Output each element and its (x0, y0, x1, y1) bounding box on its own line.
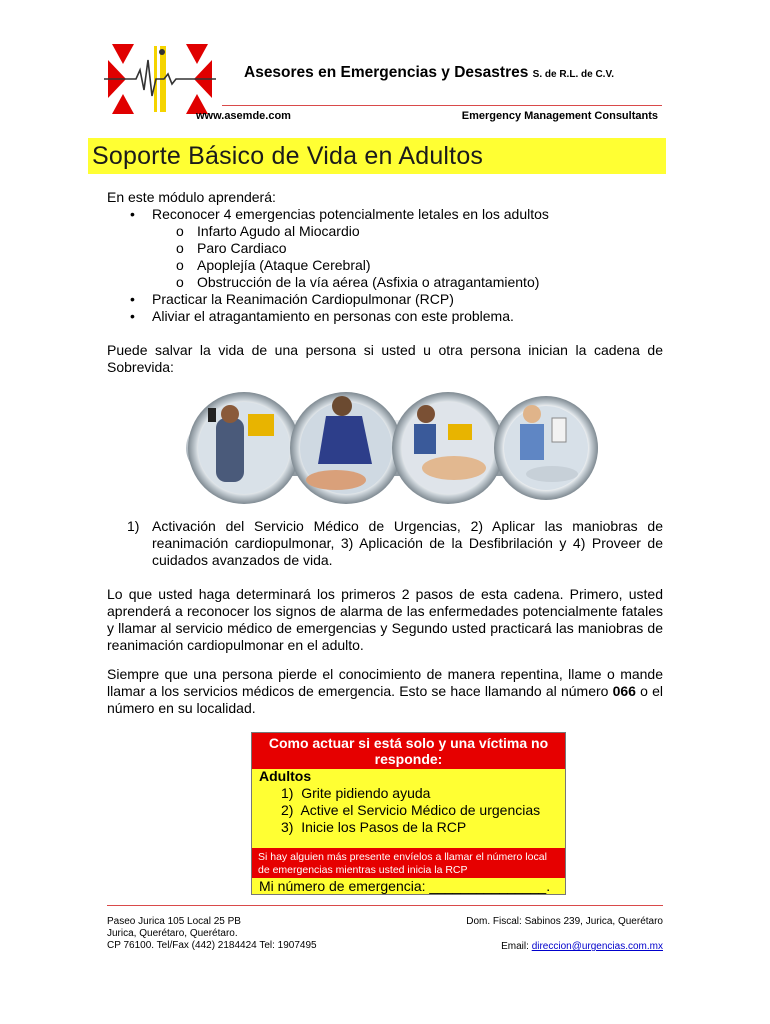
company-suffix: S. de R.L. de C.V. (532, 69, 614, 80)
sub-item-1: Infarto Agudo al Miocardio (197, 223, 360, 239)
paragraph-emergency-call (107, 666, 663, 717)
email-link[interactable]: direccion@urgencias.com.mx (531, 941, 663, 952)
address-line-3: CP 76100. Tel/Fax (442) 2184424 Tel: 1907495 (107, 940, 317, 951)
steps-text: Activación del Servicio Médico de Urgencias, 2) Aplicar las maniobras de reanimación cardiopulmonar, 3) Aplicación de la Desfibrilación y 4) Proveer de cuidados avanzados de vida. (152, 518, 663, 568)
emergency-step (281, 785, 430, 801)
sub-item-4: Obstrucción de la vía aérea (Asfixia o atragantamiento) (197, 274, 540, 290)
emergency-step (281, 819, 466, 835)
footer-email (501, 941, 663, 953)
emergency-box-subheading: Adultos (259, 768, 312, 784)
emergency-step (281, 802, 540, 818)
page-title: Soporte Básico de Vida en Adultos (92, 142, 484, 170)
heading-line-2: responde: (374, 751, 443, 767)
my-emergency-number: Mi número de emergencia: _______________. (259, 878, 551, 894)
bullet-item-3: Aliviar el atragantamiento en personas con este problema. (152, 308, 514, 324)
footer-rule (107, 905, 663, 906)
company-name (244, 64, 614, 82)
sub-bullet-marker: o (176, 240, 184, 256)
website-text: www.asemde.com (196, 110, 291, 122)
sub-bullet-marker: o (176, 274, 184, 290)
step-number: 3) (281, 819, 294, 835)
emergency-instructions-box (251, 732, 566, 895)
step-text: Grite pidiendo ayuda (301, 785, 431, 801)
header-rule (222, 105, 662, 106)
email-label: Email: (501, 941, 532, 952)
bullet-item-1: Reconocer 4 emergencias potencialmente letales en los adultos (152, 206, 549, 222)
sub-bullet-marker: o (176, 257, 184, 273)
bullet-dot: • (130, 206, 135, 222)
step-number: 2) (281, 802, 294, 818)
emergency-number: 066 (612, 683, 636, 699)
footer-address (107, 916, 317, 952)
emergency-box-heading (252, 733, 565, 769)
step-text: Active el Servicio Médico de urgencias (300, 802, 541, 818)
address-line-2: Jurica, Querétaro, Querétaro. (107, 928, 238, 939)
paragraph-steps-explanation: Lo que usted haga determinará los primeros 2 pasos de esta cadena. Primero, usted aprenderá a reconocer los signos de alarma de las enfermedades potencialmente fatales y llamar al servicio médico de emergencias y Segundo usted practicará las maniobras de reanimación cardiopulmonar en el adulto. (107, 586, 663, 653)
para3-text-after: o el número en su localidad. (107, 683, 663, 716)
chain-of-survival-image (186, 384, 598, 512)
company-logo (104, 40, 216, 118)
tagline-text: Emergency Management Consultants (461, 110, 658, 122)
step-number: 1) (281, 785, 294, 801)
intro-text: En este módulo aprenderá: (107, 189, 276, 205)
sub-bullet-marker: o (176, 223, 184, 239)
sub-item-3: Apoplejía (Ataque Cerebral) (197, 257, 371, 273)
bullet-dot: • (130, 291, 135, 307)
step-text: Inicie los Pasos de la RCP (301, 819, 467, 835)
heading-line-1: Como actuar si está solo y una víctima no (268, 735, 549, 751)
sub-item-2: Paro Cardiaco (197, 240, 287, 256)
address-line-1: Paseo Jurica 105 Local 25 PB (107, 916, 241, 927)
para3-text-before: Siempre que una persona pierde el conocimiento de manera repentina, llame o mande llamar a los servicios médicos de emergencia. Esto se hace llamando al número (107, 666, 663, 699)
chain-intro-text: Puede salvar la vida de una persona si usted u otra persona inician la cadena de Sobrevida: (107, 342, 663, 375)
emergency-box-note: Si hay alguien más presente envíelos a llamar el número local de emergencias mientras usted inicia la RCP (252, 848, 565, 878)
steps-number: 1) (127, 518, 140, 534)
bullet-item-2: Practicar la Reanimación Cardiopulmonar (RCP) (152, 291, 454, 307)
bullet-dot: • (130, 308, 135, 324)
company-name-text: Asesores en Emergencias y Desastres (244, 64, 529, 81)
footer-fiscal-address: Dom. Fiscal: Sabinos 239, Jurica, Querétaro (466, 916, 663, 927)
chain-steps (127, 518, 663, 569)
